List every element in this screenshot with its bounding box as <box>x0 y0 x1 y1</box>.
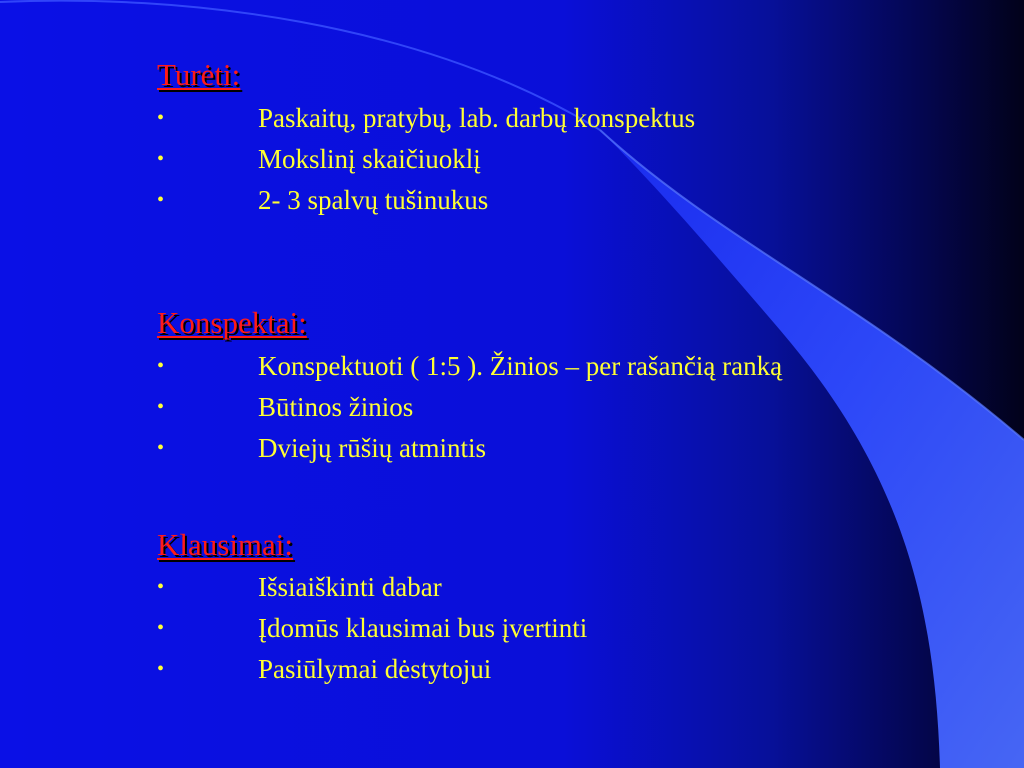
bullet-icon: • <box>157 617 165 639</box>
bullet-icon: • <box>157 107 165 129</box>
list-item-text: Konspektuoti ( 1:5 ). Žinios – per rašančią ranką <box>258 351 783 381</box>
list-item-text: 2- 3 spalvų tušinukus <box>258 185 489 215</box>
section-title-tureti: Turėti: <box>157 57 241 92</box>
list-item-text: Pasiūlymai dėstytojui <box>258 654 492 684</box>
bullet-icon: • <box>157 576 165 598</box>
list-item-text: Dviejų rūšių atmintis <box>258 433 486 463</box>
bullet-icon: • <box>157 189 165 211</box>
list-item-text: Būtinos žinios <box>258 392 414 422</box>
list-item-text: Paskaitų, pratybų, lab. darbų konspektus <box>258 103 696 133</box>
bullet-icon: • <box>157 396 165 418</box>
bullet-icon: • <box>157 437 165 459</box>
bullet-icon: • <box>157 658 165 680</box>
list-item-text: Išsiaiškinti dabar <box>258 572 442 602</box>
bullet-icon: • <box>157 148 165 170</box>
bullet-icon: • <box>157 355 165 377</box>
section-title-klausimai: Klausimai: <box>157 527 294 562</box>
list-item-text: Įdomūs klausimai bus įvertinti <box>258 613 588 643</box>
list-item-text: Mokslinį skaičiuoklį <box>258 144 481 174</box>
section-title-konspektai: Konspektai: <box>157 305 307 340</box>
